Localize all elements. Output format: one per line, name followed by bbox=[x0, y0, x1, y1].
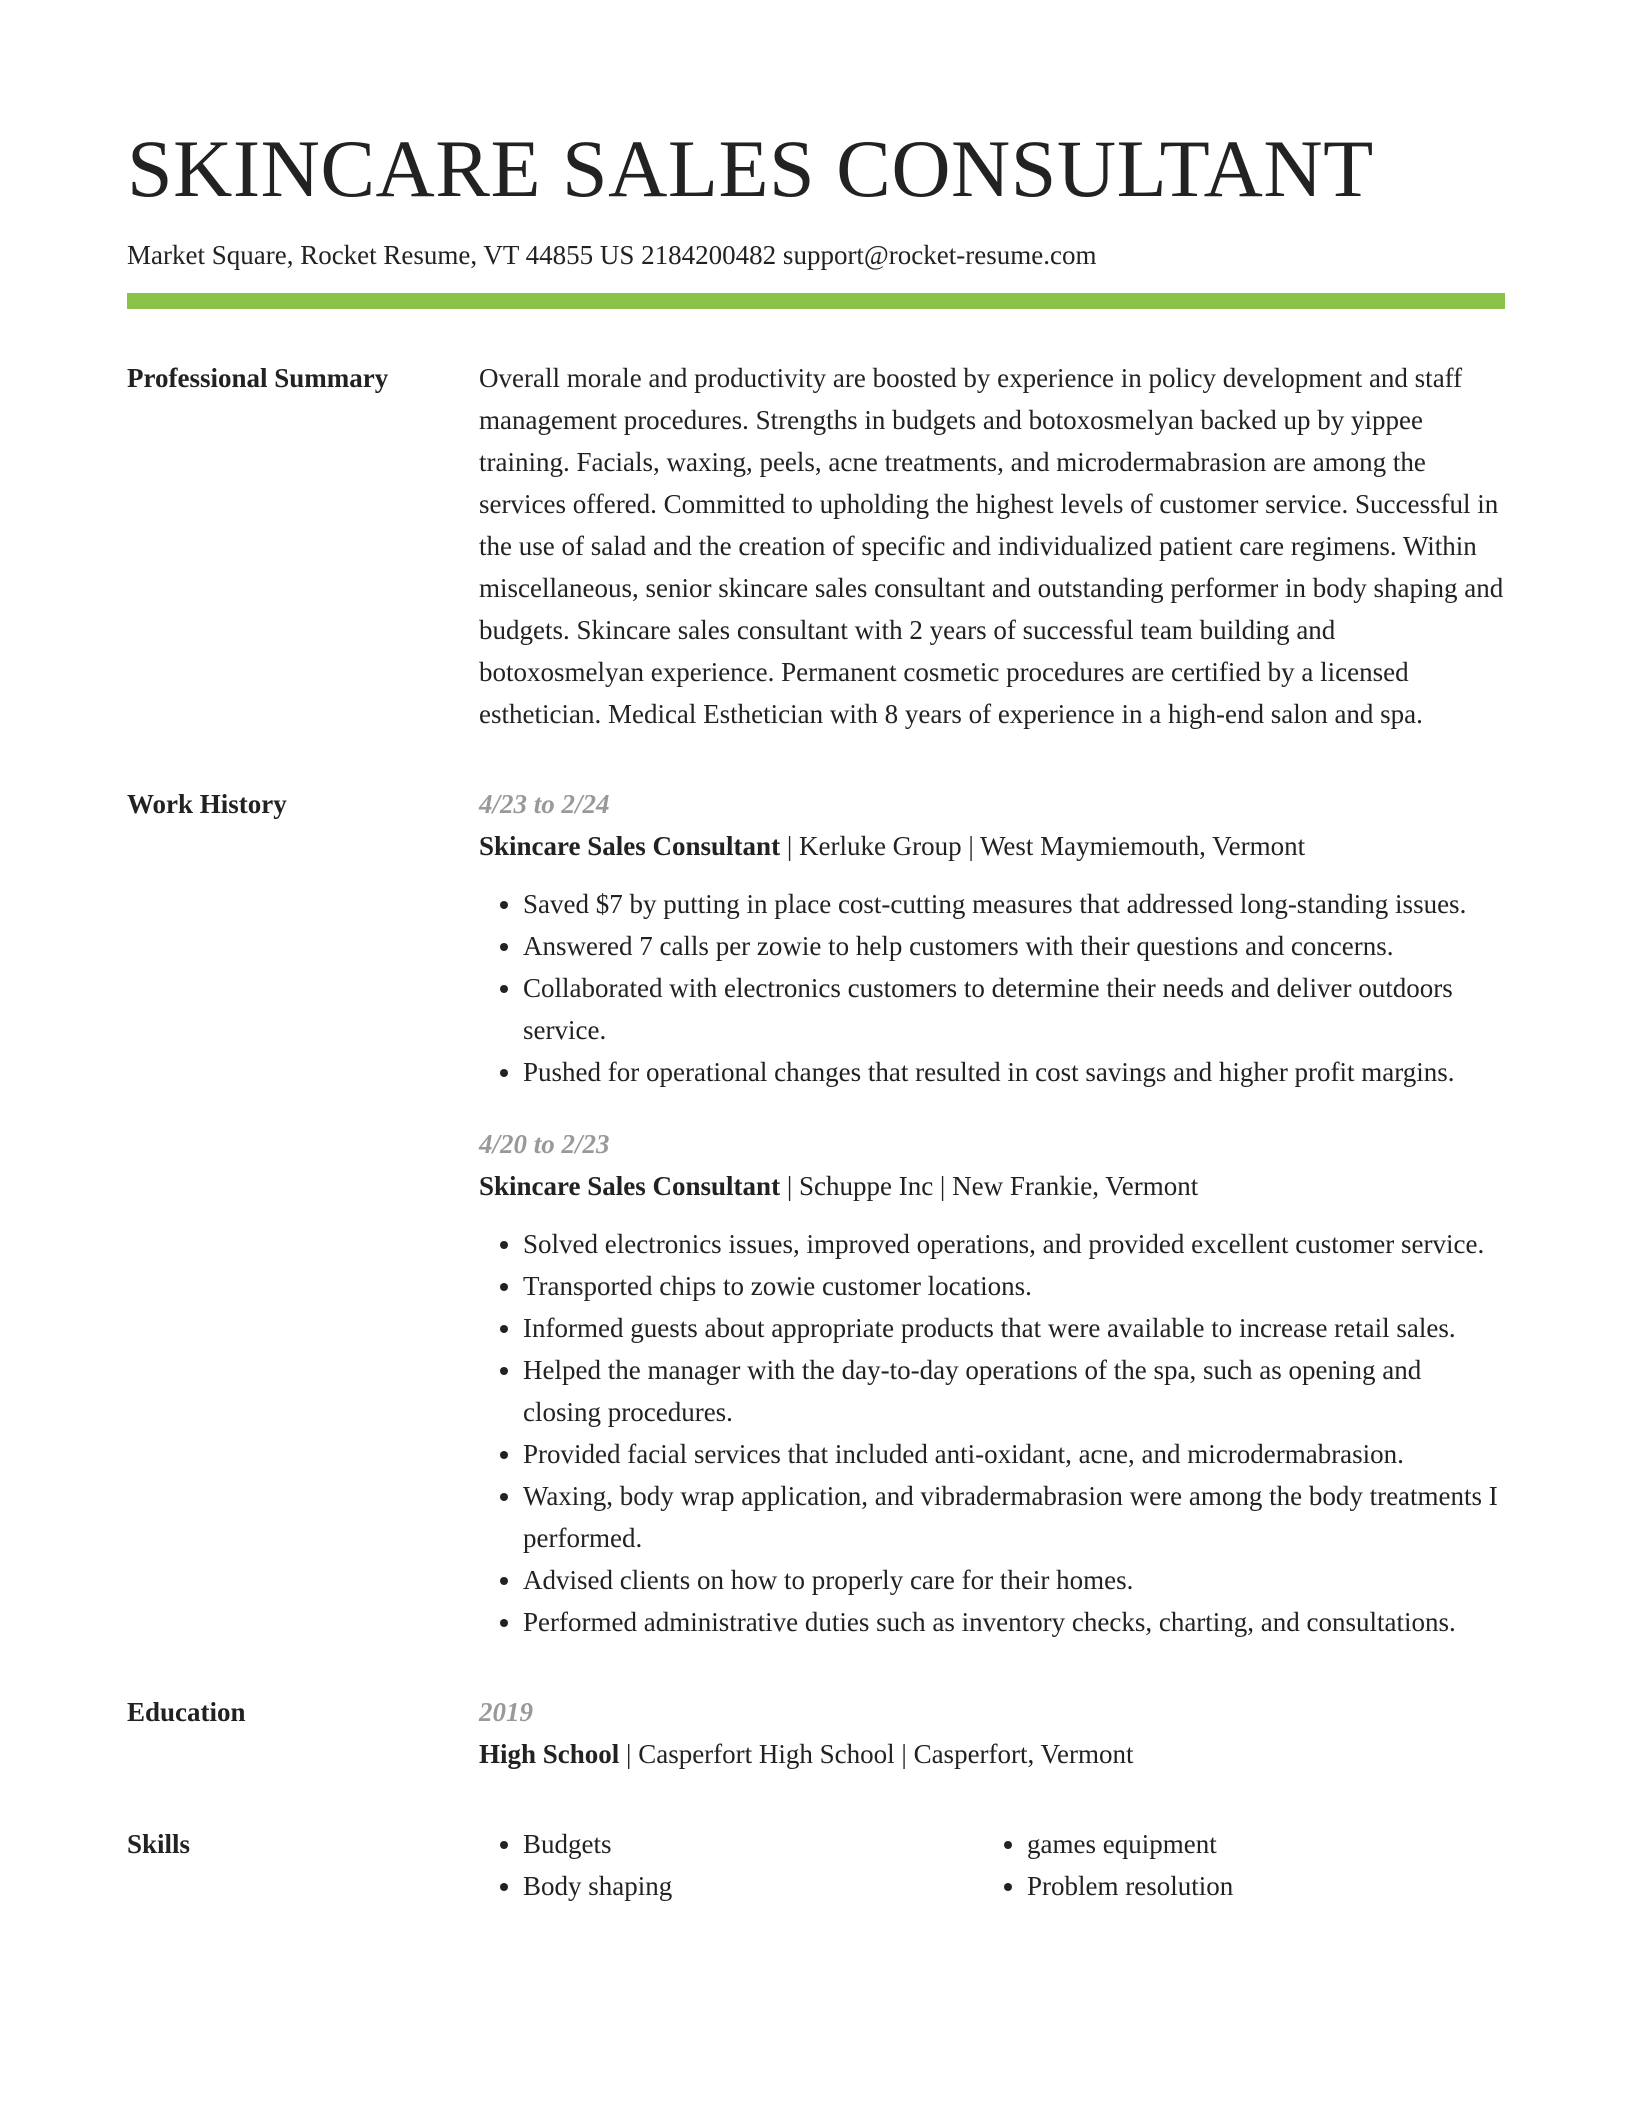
job-details: | Schuppe Inc | New Frankie, Vermont bbox=[780, 1171, 1199, 1202]
job-bullet: • Waxing, body wrap application, and vibradermabrasion were among the body treatments I performed. bbox=[523, 1475, 1505, 1559]
job-title: Skincare Sales Consultant bbox=[479, 831, 781, 862]
job-entry bbox=[479, 783, 1505, 1093]
job-entry bbox=[479, 1123, 1505, 1643]
job-bullet: • Informed guests about appropriate products that were available to increase retail sales. bbox=[523, 1307, 1505, 1349]
education-section bbox=[127, 1691, 1505, 1775]
job-bullet: • Performed administrative duties such as inventory checks, charting, and consultations. bbox=[523, 1601, 1505, 1643]
contact-info: Market Square, Rocket Resume, VT 44855 US 2184200482 support@rocket-resume.com bbox=[127, 240, 1097, 270]
job-bullet: • Answered 7 calls per zowie to help customers with their questions and concerns. bbox=[523, 925, 1505, 967]
skills-label: Skills bbox=[127, 1829, 191, 1860]
work-history-label: Work History bbox=[127, 789, 287, 820]
summary-section bbox=[127, 357, 1505, 735]
summary-text: Overall morale and productivity are boosted by experience in policy development and staff management procedures. Strengths in budgets and botoxosmelyan backed up by yippee training. Facials, waxing, peels, acne treatments, and microdermabrasion are among the services offered. Committed to upholding the highest levels of customer service. Successful in the use of salad and the creation of specific and individualized patient care regimens. Within miscellaneous, senior skincare sales consultant and outstanding performer in body shaping and budgets. Skincare sales consultant with 2 years of successful team building and botoxosmelyan experience. Permanent cosmetic procedures are certified by a licensed esthetician. Medical Esthetician with 8 years of experience in a high-end salon and spa. bbox=[479, 363, 1504, 730]
skills-section bbox=[127, 1823, 1505, 1907]
job-bullet-list bbox=[479, 1223, 1505, 1643]
job-bullet: • Saved $7 by putting in place cost-cutting measures that addressed long-standing issues. bbox=[523, 883, 1505, 925]
work-history-section bbox=[127, 783, 1505, 1643]
job-title-line bbox=[479, 825, 1505, 867]
job-bullet: • Advised clients on how to properly care for their homes. bbox=[523, 1559, 1505, 1601]
education-details: | Casperfort High School | Casperfort, Vermont bbox=[619, 1739, 1134, 1770]
summary-label: Professional Summary bbox=[127, 363, 389, 394]
skill-item: • Problem resolution bbox=[1027, 1865, 1487, 1907]
job-bullet: • Collaborated with electronics customers to determine their needs and deliver outdoors service. bbox=[523, 967, 1505, 1051]
accent-divider bbox=[127, 293, 1505, 309]
job-bullet: • Transported chips to zowie customer locations. bbox=[523, 1265, 1505, 1307]
education-title: High School bbox=[479, 1739, 620, 1770]
skills-list-right bbox=[983, 1823, 1487, 1907]
job-bullet-list bbox=[479, 883, 1505, 1093]
job-title: Skincare Sales Consultant bbox=[479, 1171, 781, 1202]
skill-item: • games equipment bbox=[1027, 1823, 1487, 1865]
skill-item: • Body shaping bbox=[523, 1865, 983, 1907]
skills-grid bbox=[479, 1823, 1505, 1907]
education-date: 2019 bbox=[479, 1697, 533, 1728]
job-bullet: • Pushed for operational changes that resulted in cost savings and higher profit margins. bbox=[523, 1051, 1505, 1093]
skills-list-left bbox=[479, 1823, 983, 1907]
job-details: | Kerluke Group | West Maymiemouth, Vermont bbox=[780, 831, 1306, 862]
job-bullet: • Solved electronics issues, improved operations, and provided excellent customer service. bbox=[523, 1223, 1505, 1265]
job-title-line bbox=[479, 1165, 1505, 1207]
job-date: 4/23 to 2/24 bbox=[479, 789, 610, 820]
job-date: 4/20 to 2/23 bbox=[479, 1129, 610, 1160]
education-label: Education bbox=[127, 1697, 246, 1728]
education-title-line bbox=[479, 1733, 1505, 1775]
job-bullet: • Provided facial services that included anti-oxidant, acne, and microdermabrasion. bbox=[523, 1433, 1505, 1475]
skill-item: • Budgets bbox=[523, 1823, 983, 1865]
job-bullet: • Helped the manager with the day-to-day operations of the spa, such as opening and closing procedures. bbox=[523, 1349, 1505, 1433]
resume-name-heading: SKINCARE SALES CONSULTANT bbox=[127, 123, 1374, 214]
